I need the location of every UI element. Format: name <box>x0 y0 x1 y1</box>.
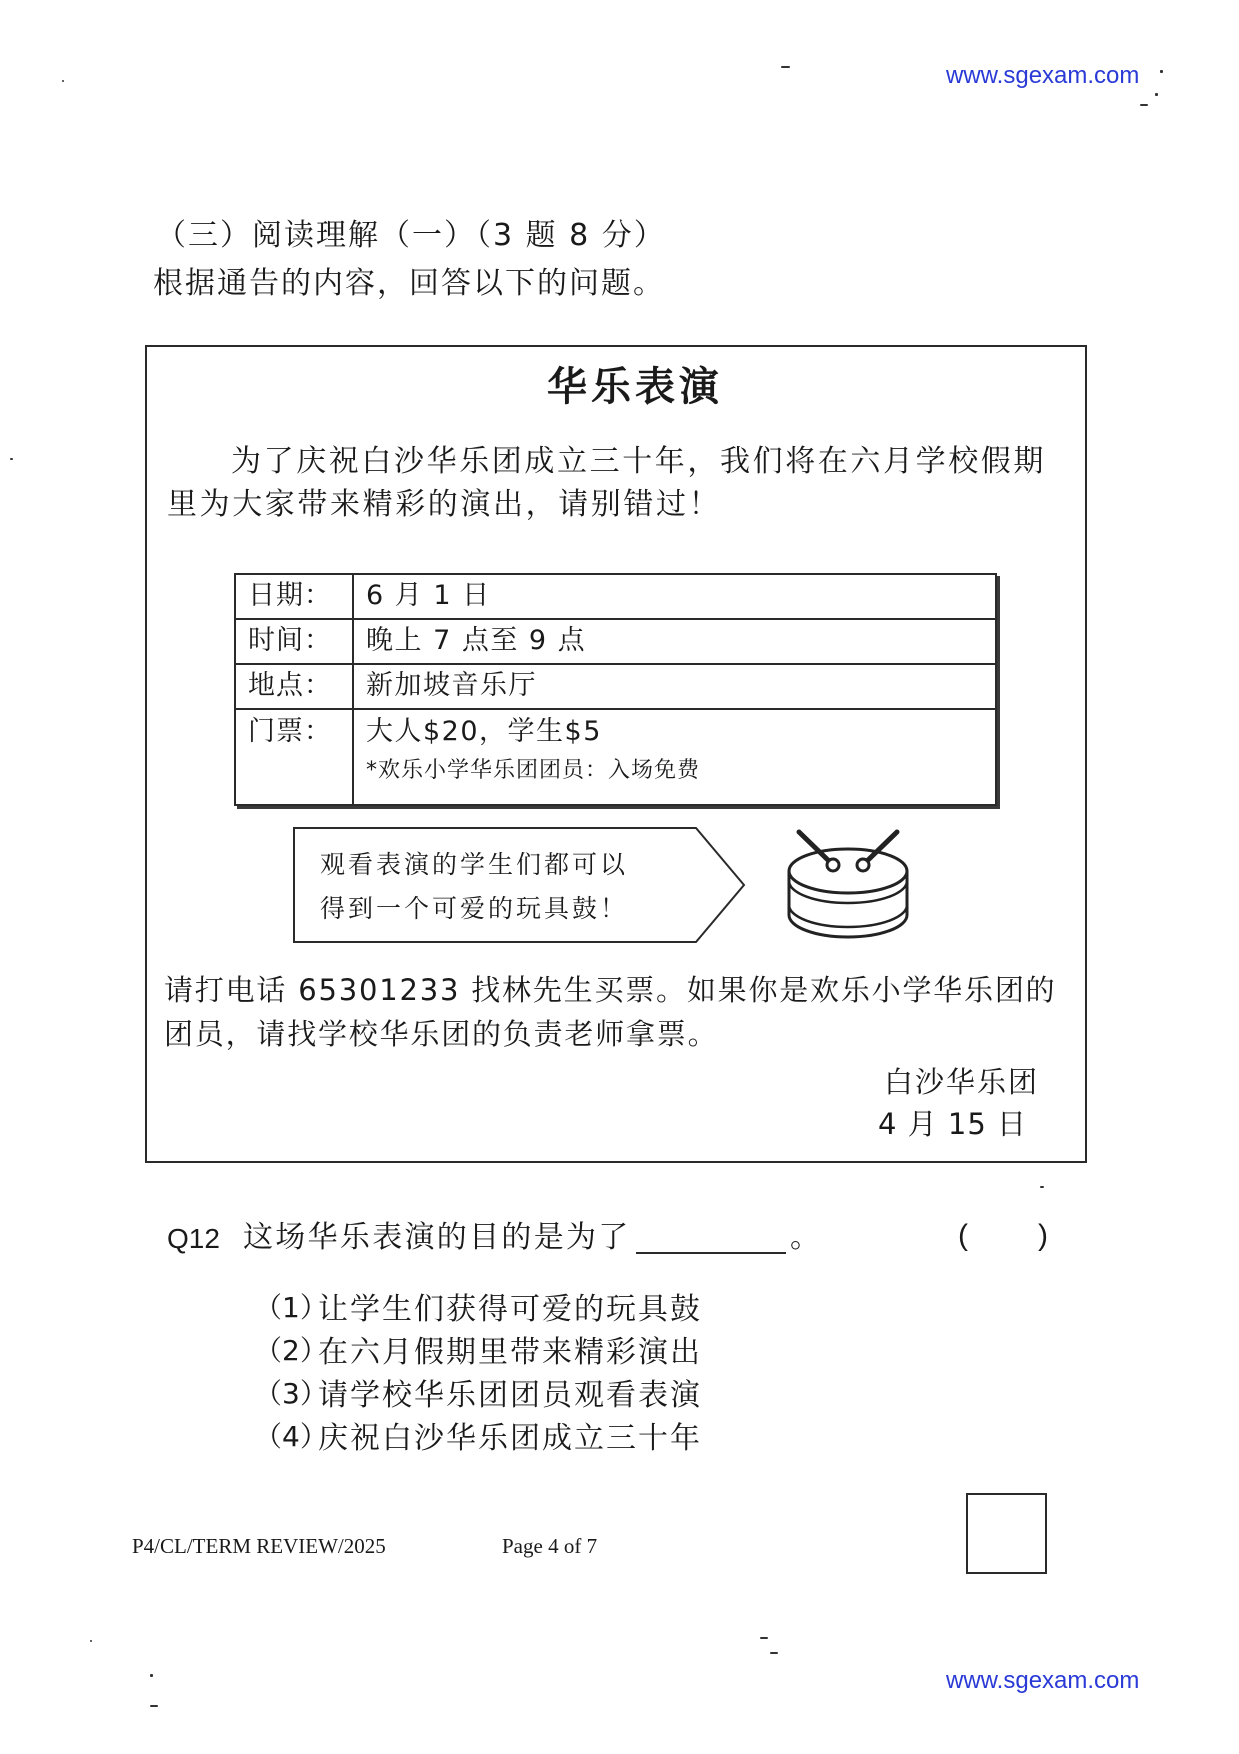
details-label: 地点： <box>235 664 353 709</box>
details-value: 6 月 1 日 <box>353 574 996 619</box>
toy-drum-icon <box>783 827 913 943</box>
details-value: 晚上 7 点至 9 点 <box>353 619 996 664</box>
callout-line: 得到一个可爱的玩具鼓！ <box>320 894 629 923</box>
notice-intro-line: 里为大家带来精彩的演出，请别错过！ <box>167 487 722 522</box>
scan-speck <box>770 1652 778 1654</box>
scan-speck <box>1140 104 1148 106</box>
answer-option <box>254 1284 702 1327</box>
details-row-time <box>235 619 996 664</box>
question-stem: 这场华乐表演的目的是为了 <box>243 1220 631 1255</box>
event-details-table <box>234 573 997 806</box>
scan-speck <box>760 1637 768 1639</box>
details-row-ticket <box>235 709 996 805</box>
scan-speck <box>150 1674 153 1677</box>
contact-line: 团员，请找学校华乐团的负责老师拿票。 <box>164 1017 719 1051</box>
notice-box <box>145 345 1087 1163</box>
option-number: （4） <box>254 1419 328 1453</box>
question-number: Q12 <box>167 1223 220 1254</box>
details-row-venue <box>235 664 996 709</box>
answer-option <box>254 1370 702 1413</box>
scan-speck <box>1040 1186 1044 1188</box>
scan-speck <box>62 80 64 82</box>
section-heading: （三）阅读理解（一）（3 题 8 分） <box>156 218 666 253</box>
footer-paper-code: P4/CL/TERM REVIEW/2025 <box>132 1534 386 1558</box>
option-text: 请学校华乐团团员观看表演 <box>318 1377 702 1413</box>
notice-intro-line: 为了庆祝白沙华乐团成立三十年，我们将在六月学校假期 <box>231 444 1046 479</box>
answer-options <box>254 1284 702 1456</box>
option-text: 让学生们获得可爱的玩具鼓 <box>318 1291 702 1327</box>
watermark-url-top: www.sgexam.com <box>946 62 1140 89</box>
callout-arrow <box>292 826 746 944</box>
answer-option <box>254 1413 702 1456</box>
notice-signature: 白沙华乐团 <box>884 1065 1040 1099</box>
scan-speck <box>781 66 790 68</box>
question-stem-end: 。 <box>790 1220 820 1255</box>
notice-date: 4 月 15 日 <box>878 1107 1028 1141</box>
scan-speck <box>10 458 13 460</box>
contact-line: 请打电话 65301233 找林先生买票。如果你是欢乐小学华乐团的 <box>164 973 1057 1007</box>
answer-bracket-close: ) <box>1038 1219 1048 1252</box>
option-text: 在六月假期里带来精彩演出 <box>318 1334 702 1370</box>
answer-blank-line <box>636 1220 786 1254</box>
option-number: （1） <box>254 1290 328 1324</box>
option-text: 庆祝白沙华乐团成立三十年 <box>318 1420 702 1456</box>
callout-arrow-shape <box>292 826 746 944</box>
ticket-note: *欢乐小学华乐团团员：入场免费 <box>366 758 701 784</box>
details-label: 日期： <box>235 574 353 619</box>
scan-speck <box>1160 70 1163 73</box>
scan-speck <box>1155 93 1158 96</box>
scan-speck <box>90 1640 92 1642</box>
ticket-price: 大人$20，学生$5 <box>366 716 602 747</box>
option-number: （2） <box>254 1333 328 1367</box>
answer-option <box>254 1327 702 1370</box>
footer-page-number: Page 4 of 7 <box>502 1534 598 1558</box>
details-row-date <box>235 574 996 619</box>
section-instruction: 根据通告的内容，回答以下的问题。 <box>153 266 665 301</box>
callout-line: 观看表演的学生们都可以 <box>320 850 629 879</box>
details-label: 时间： <box>235 619 353 664</box>
details-value-cell <box>353 709 996 805</box>
notice-title: 华乐表演 <box>547 364 723 410</box>
scan-speck <box>150 1705 158 1707</box>
details-value: 新加坡音乐厅 <box>353 664 996 709</box>
details-label: 门票： <box>235 709 353 805</box>
answer-bracket-open: ( <box>958 1219 968 1252</box>
watermark-url-bottom: www.sgexam.com <box>946 1667 1140 1694</box>
score-box <box>966 1493 1047 1574</box>
option-number: （3） <box>254 1376 328 1410</box>
